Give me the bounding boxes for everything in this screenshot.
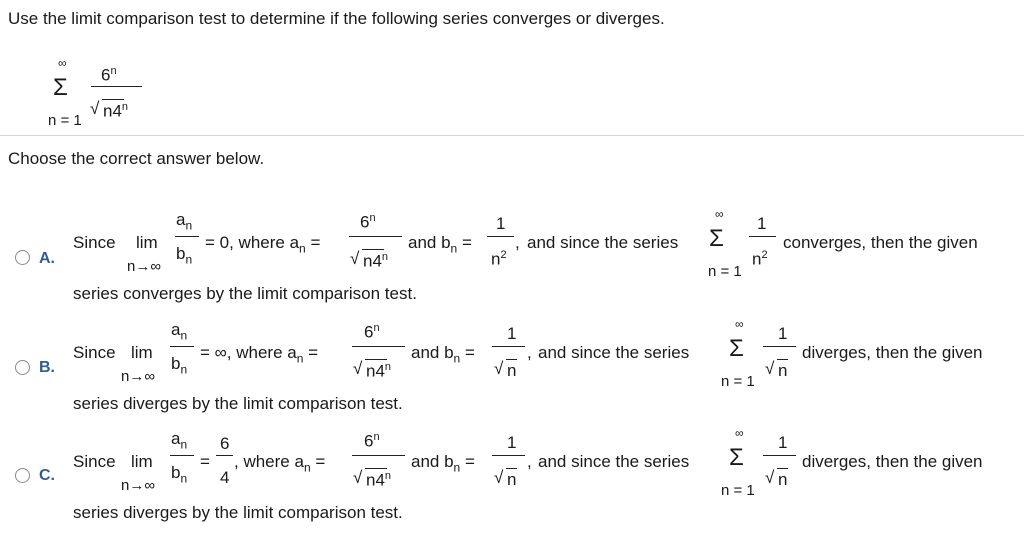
instruction-text: Choose the correct answer below. bbox=[8, 149, 265, 168]
bn-sqrt-bar bbox=[506, 359, 517, 360]
sum-sqrt-symbol: √ bbox=[765, 468, 775, 487]
sum-upper-limit: ∞ bbox=[735, 426, 744, 440]
sigma-symbol: Σ bbox=[729, 335, 744, 362]
ratio-bar bbox=[175, 236, 199, 237]
radio-option-a[interactable] bbox=[15, 250, 30, 265]
an-fraction-bar bbox=[352, 455, 405, 456]
an-numerator: 6$^n$ bbox=[364, 431, 380, 451]
bn-fraction-bar bbox=[492, 455, 525, 456]
limit-result: = ∞, where $a_n$ = bbox=[200, 343, 319, 366]
an-sqrt-symbol: √ bbox=[353, 468, 363, 487]
ratio-bar bbox=[170, 455, 194, 456]
conclusion-line2: series converges by the limit comparison test. bbox=[73, 284, 417, 303]
bn-sqrt-bar bbox=[506, 468, 517, 469]
limit-tail: , where $a_n$ = bbox=[234, 452, 326, 475]
radio-option-b[interactable] bbox=[15, 360, 30, 375]
lim-subscript: n→∞ bbox=[121, 368, 156, 385]
sum-upper-limit: ∞ bbox=[735, 317, 744, 331]
sum-lower-limit: n = 1 bbox=[721, 373, 755, 390]
ratio-bar bbox=[170, 346, 194, 347]
bn-sqrt-symbol: √ bbox=[494, 359, 504, 378]
and-since-label: and since the series bbox=[527, 233, 679, 252]
sum-fraction-bar bbox=[749, 236, 776, 237]
and-since-label: and since the series bbox=[538, 343, 690, 362]
an-sqrt-bar bbox=[365, 468, 387, 469]
ratio-denominator: $b_n$ bbox=[171, 354, 188, 377]
option-letter-c: C. bbox=[39, 467, 55, 484]
sum-numerator: 1 bbox=[757, 214, 767, 233]
bn-sqrt-symbol: √ bbox=[494, 468, 504, 487]
ratio-denominator: $b_n$ bbox=[171, 463, 188, 486]
an-denominator: n4$^n$ bbox=[366, 361, 392, 381]
sum-fraction-bar bbox=[763, 346, 796, 347]
limit-value-numerator: 6 bbox=[220, 434, 230, 453]
an-sqrt-symbol: √ bbox=[353, 359, 363, 378]
conclusion-line2: series diverges by the limit comparison test. bbox=[73, 503, 403, 522]
sum-upper-limit: ∞ bbox=[715, 207, 724, 221]
option-a[interactable] bbox=[0, 205, 1024, 305]
question-prompt: Use the limit comparison test to determine if the following series converges or diverges. bbox=[8, 9, 665, 28]
option-b[interactable] bbox=[0, 315, 1024, 415]
ratio-denominator: $b_n$ bbox=[176, 244, 193, 267]
conclusion-text: diverges, then the given bbox=[802, 343, 983, 362]
and-bn-label: and $b_n$ = bbox=[411, 452, 475, 475]
an-denominator: n4$^n$ bbox=[363, 251, 389, 271]
bn-fraction-bar bbox=[487, 236, 514, 237]
bn-denominator: $n^2$ bbox=[491, 249, 507, 269]
sum-sqrt-symbol: √ bbox=[765, 359, 775, 378]
sum-lower-limit: n = 1 bbox=[708, 263, 742, 280]
an-numerator: 6$^n$ bbox=[360, 212, 376, 232]
ratio-numerator: $a_n$ bbox=[171, 429, 188, 452]
an-sqrt-bar bbox=[365, 359, 387, 360]
option-letter-a: A. bbox=[39, 250, 55, 267]
option-c[interactable] bbox=[0, 425, 1024, 525]
sigma-symbol: Σ bbox=[709, 225, 724, 252]
an-numerator: 6$^n$ bbox=[364, 322, 380, 342]
limit-value-denominator: 4 bbox=[220, 468, 230, 487]
bn-fraction-bar bbox=[492, 346, 525, 347]
sum-numerator: 1 bbox=[778, 433, 788, 452]
an-fraction-bar bbox=[352, 346, 405, 347]
ratio-numerator: $a_n$ bbox=[171, 320, 188, 343]
limit-value-bar bbox=[216, 455, 233, 456]
sigma-symbol: Σ bbox=[729, 444, 744, 471]
sum-denominator: n bbox=[778, 361, 788, 380]
an-denominator: n4$^n$ bbox=[366, 470, 392, 490]
since-label: Since bbox=[73, 452, 116, 471]
lim-label: lim bbox=[131, 452, 153, 471]
conclusion-text: diverges, then the given bbox=[802, 452, 983, 471]
since-label: Since bbox=[73, 233, 116, 252]
an-sqrt-bar bbox=[362, 249, 384, 250]
section-divider bbox=[0, 135, 1024, 136]
sum-fraction-bar bbox=[763, 455, 796, 456]
comma: , bbox=[527, 343, 532, 362]
series-lower-limit: n = 1 bbox=[48, 112, 82, 129]
bn-numerator: 1 bbox=[496, 214, 506, 233]
and-bn-label: and $b_n$ = bbox=[411, 343, 475, 366]
lim-subscript: n→∞ bbox=[121, 477, 156, 494]
bn-denominator: n bbox=[507, 470, 517, 489]
radio-option-c[interactable] bbox=[15, 468, 30, 483]
series-upper-limit: ∞ bbox=[58, 56, 67, 70]
ratio-numerator: $a_n$ bbox=[176, 210, 193, 233]
series-fraction-bar bbox=[91, 86, 142, 87]
sum-numerator: 1 bbox=[778, 324, 788, 343]
and-bn-label: and $b_n$ = bbox=[408, 233, 472, 256]
bn-numerator: 1 bbox=[507, 324, 517, 343]
since-label: Since bbox=[73, 343, 116, 362]
sum-sqrt-bar bbox=[777, 468, 788, 469]
lim-subscript: n→∞ bbox=[127, 258, 162, 275]
sum-lower-limit: n = 1 bbox=[721, 482, 755, 499]
sum-denominator: n bbox=[778, 470, 788, 489]
an-fraction-bar bbox=[349, 236, 402, 237]
lim-label: lim bbox=[136, 233, 158, 252]
series-sqrt-symbol: √ bbox=[90, 99, 100, 118]
series-numerator: 6$^n$ bbox=[101, 65, 117, 85]
and-since-label: and since the series bbox=[538, 452, 690, 471]
lim-label: lim bbox=[131, 343, 153, 362]
series-denominator: n4$^n$ bbox=[103, 101, 129, 121]
bn-numerator: 1 bbox=[507, 433, 517, 452]
an-sqrt-symbol: √ bbox=[350, 249, 360, 268]
comma: , bbox=[515, 233, 520, 252]
conclusion-line2: series diverges by the limit comparison test. bbox=[73, 394, 403, 413]
comma: , bbox=[527, 452, 532, 471]
limit-result: = 0, where $a_n$ = bbox=[205, 233, 321, 256]
sum-denominator: $n^2$ bbox=[752, 249, 768, 269]
limit-eq: = bbox=[200, 452, 210, 471]
option-letter-b: B. bbox=[39, 359, 55, 376]
sum-sqrt-bar bbox=[777, 359, 788, 360]
sigma-symbol: Σ bbox=[53, 74, 68, 101]
bn-denominator: n bbox=[507, 361, 517, 380]
series-sqrt-bar bbox=[102, 99, 124, 100]
conclusion-text: converges, then the given bbox=[783, 233, 978, 252]
